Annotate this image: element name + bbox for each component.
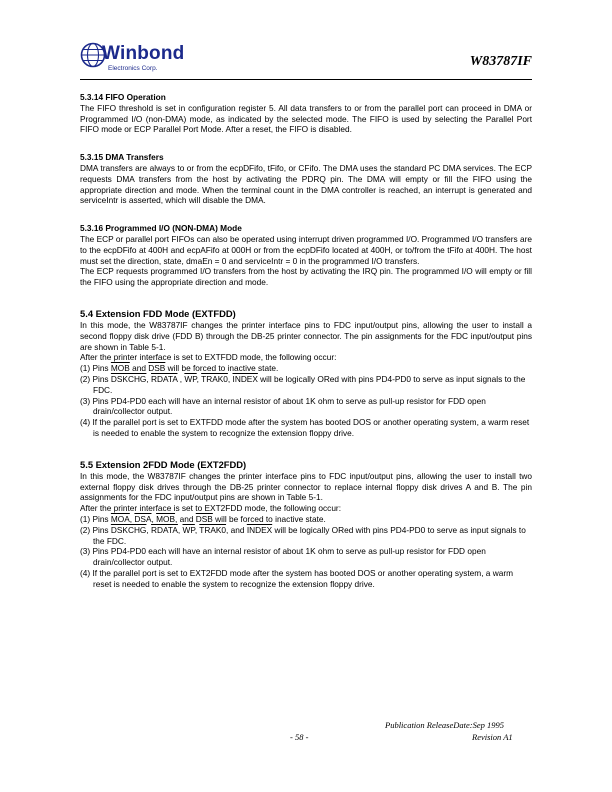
list-item: (2) Pins DSKCHG, RDATA, $\overline{WP}$, TRAK0, and INDEX will be logically ORed with pins PD4-PD0 to serve as input signals to the FDC. <box>80 524 526 546</box>
list-item: (2) Pins DSKCHG, RDATA , $\overline{WP}$, TRAK0, INDEX will be logically ORed with pins PD4-PD0 to serve as input signals to the FDC. <box>80 373 526 395</box>
list-item: (3) Pins PD4-PD0 each will have an internal resistor of about 1K ohm to serve as pull-up resistor for FDD open drain/collector output. <box>80 395 486 417</box>
page-header <box>80 42 532 80</box>
para-ext2fdd-intro: In this mode, the W83787IF changes the printer interface pins to FDC input/output pins, allowing the user to install two external floppy disk drives through the DB-25 printer connector to replace internal floppy disk drives A and B. The pin assignments for the FDC input/output pins are shown in Table 5-1. <box>80 470 532 503</box>
heading-5-3-15: 5.3.15 DMA Transfers <box>80 152 164 163</box>
publication-date: Publication ReleaseDate:Sep 1995 <box>385 720 504 730</box>
list-item: (4) If the parallel port is set to EXTFDD mode after the system has booted DOS or another operating system, a warm reset is needed to enable the system to recognize the extension floppy drive. <box>80 417 530 438</box>
heading-5-3-14: 5.3.14 FIFO Operation <box>80 92 166 102</box>
para-fifo-operation: The FIFO threshold is set in configuration register 5. All data transfers to or from the parallel port can proceed in DMA or Programmed I/O (non-DMA) mode, as indicated by the selected mode. The FIFO is used by selecting the Parallel Port FIFO mode or ECP Parallel Port Mode. After a reset, the FIFO is disabled. <box>80 102 532 135</box>
model-number: W83787IF <box>469 54 532 69</box>
logo-name: Winbond <box>102 43 185 64</box>
heading-5-4: 5.4 Extension FDD Mode (EXTFDD) <box>80 307 236 319</box>
list-item: (1) Pins $\overline{MOB}$ and $\overline{DSB}$ will be forced to inactive state. <box>80 363 279 374</box>
list-item: (3) Pins PD4-PD0 each will have an internal resistor of about 1K ohm to serve as pull-up resistor for FDD open drain/collector output. <box>80 546 486 568</box>
heading-5-3-16: 5.3.16 Programmed I/O (NON-DMA) Mode <box>80 223 242 234</box>
revision: Revision A1 <box>472 732 513 742</box>
para-extfdd-after: After the printer interface is set to EXTFDD mode, the following occur: <box>80 352 337 363</box>
para-programmed-io-1: The ECP or parallel port FIFOs can also be operated using interrupt driven programmed I/O. Programmed I/O transfers are to the ecpDFifo at 400H and ecpAFifo at 000H or from the ecpDFifo located at 400H, or to/from the tFifo at 400H. The host must set the direction, state, dmaEn = 0 and serviceIntr = 0 in the programmed I/O transfers. <box>80 233 532 266</box>
page-number: - 58 - <box>290 732 309 742</box>
winbond-logo <box>80 42 230 78</box>
para-extfdd-intro: In this mode, the W83787IF changes the printer interface pins to FDC input/output pins, allowing the user to install a second floppy disk drive (FDD B) through the DB-25 printer connector. The pin assignments for the FDC input/output pins are shown in Table 5-1. <box>80 319 532 352</box>
para-programmed-io-2: The ECP requests programmed I/O transfers from the host by activating the IRQ pin. The programmed I/O will empty or fill the FIFO using the appropriate direction and mode. <box>80 266 532 288</box>
para-dma-transfers: DMA transfers are always to or from the ecpDFifo, tFifo, or CFifo. The DMA uses the standard PC DMA services. The ECP requests DMA transfers from the host by activating the PDRQ pin. The DMA will empty or fill the FIFO using the appropriate direction and mode. When the terminal count in the DMA controller is reached, an interrupt is generated and serviceIntr is asserted, which will disable the DMA. <box>80 162 532 206</box>
page-content <box>80 92 532 589</box>
header-rule <box>80 79 532 80</box>
para-ext2fdd-after: After the printer interface is set to EXT2FDD mode, the following occur: <box>80 503 342 514</box>
heading-5-5: 5.5 Extension 2FDD Mode (EXT2FDD) <box>80 458 247 470</box>
list-item: (4) If the parallel port is set to EXT2FDD mode after the system has booted DOS or another operating system, a warm reset is needed to enable the system to recognize the extension floppy drive. <box>80 567 514 589</box>
logo-subtitle: Electronics Corp. <box>108 65 158 72</box>
list-item: (1) Pins $\overline{MOA}$, $\overline{DSA}$, $\overline{MOB}$, and $\overline{DSB}$ will be forced to inactive state. <box>80 513 326 524</box>
